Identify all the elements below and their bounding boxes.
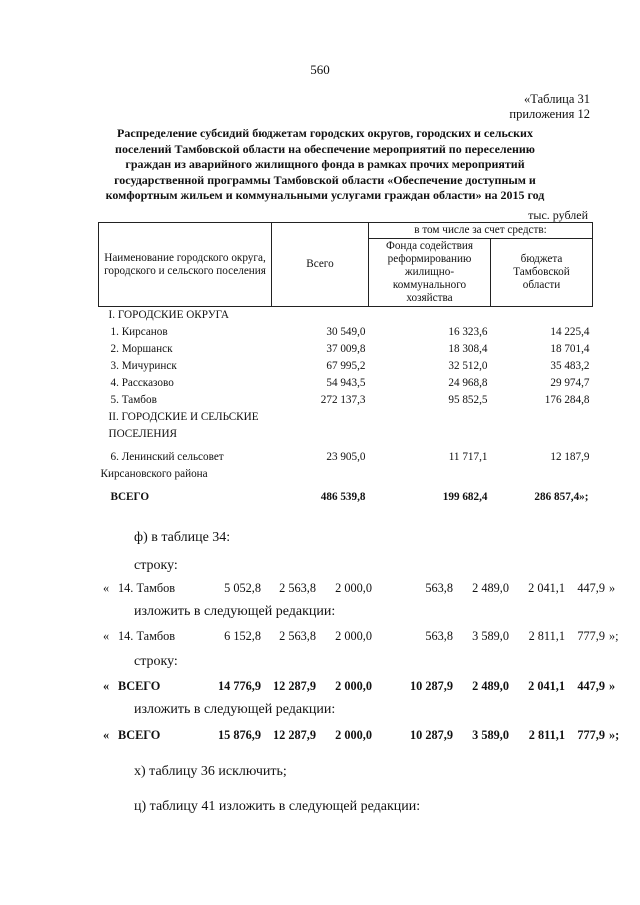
cell-6: 2 811,1 <box>528 728 565 742</box>
table-row <box>99 443 593 483</box>
row-regional: 14 225,4 <box>550 326 590 338</box>
cell-6: 2 811,1 <box>528 629 565 643</box>
row-fund: 24 968,8 <box>448 377 488 389</box>
row-name-line1: 6. Ленинский сельсовет <box>110 451 224 463</box>
open-quote: « <box>103 728 110 742</box>
paragraph-edit1: изложить в следующей редакции: <box>134 604 336 619</box>
section-heading <box>99 307 593 325</box>
cell-1: 5 052,8 <box>224 581 261 595</box>
row-fund: 11 717,1 <box>448 451 488 463</box>
table-reference <box>509 92 590 122</box>
paragraph-row1: строку: <box>134 558 178 573</box>
table-row <box>99 341 593 358</box>
paragraph-edit2: изложить в следующей редакции: <box>134 702 336 717</box>
header-fund: Фонда содействия реформированию жилищно-коммунального хозяйства <box>369 239 491 307</box>
section2-label: II. ГОРОДСКИЕ И СЕЛЬСКИЕ ПОСЕЛЕНИЯ <box>108 411 259 440</box>
cell-2: 12 287,9 <box>272 728 316 742</box>
row-name: 1. Кирсанов <box>110 326 168 338</box>
row-total: 37 009,8 <box>326 343 366 355</box>
close-quote: » <box>609 679 616 693</box>
row-regional: 176 284,8 <box>544 394 590 406</box>
total-label: ВСЕГО <box>110 491 150 503</box>
cell-6: 2 041,1 <box>528 679 565 693</box>
row-fund: 16 323,6 <box>448 326 488 338</box>
row-name: 4. Рассказово <box>110 377 174 389</box>
close-quote: »; <box>609 629 619 643</box>
cell-1: 15 876,9 <box>217 728 261 742</box>
cell-3: 2 000,0 <box>335 581 372 595</box>
cell-4: 10 287,9 <box>409 679 453 693</box>
header-name: Наименование городского округа, городского и сельского поселения <box>99 223 272 307</box>
subsidy-table <box>98 222 593 506</box>
cell-4: 563,8 <box>425 629 453 643</box>
cell-1: 6 152,8 <box>224 629 261 643</box>
t34-row-old-tambov <box>103 581 623 597</box>
cell-5: 3 589,0 <box>472 629 509 643</box>
table-row <box>99 358 593 375</box>
row-name: ВСЕГО <box>118 728 161 742</box>
total-total: 486 539,8 <box>320 491 366 503</box>
cell-5: 2 489,0 <box>472 679 509 693</box>
cell-2: 12 287,9 <box>272 679 316 693</box>
row-name-line2: Кирсановского района <box>100 468 208 480</box>
close-quote: » <box>609 581 616 595</box>
row-total: 54 943,5 <box>326 377 366 389</box>
table-reference-line2: приложения 12 <box>509 107 590 121</box>
cell-6: 2 041,1 <box>528 581 565 595</box>
row-name: 14. Тамбов <box>118 581 176 595</box>
table-row <box>99 324 593 341</box>
row-total: 23 905,0 <box>326 451 366 463</box>
cell-5: 3 589,0 <box>472 728 509 742</box>
section1-label: I. ГОРОДСКИЕ ОКРУГА <box>108 309 229 321</box>
header-regional: бюджета Тамбовской области <box>491 239 593 307</box>
table-title: Распределение субсидий бюджетам городских округов, городских и сельских поселений Тамбовской области на обеспечение мероприятий по переселению граждан из аварийного жилищного фонда в рамках прочих мероприятий государственной программы Тамбовской области «Обеспечение доступным и комфортным жильем и коммунальными услугами граждан области» на 2015 год <box>105 126 545 202</box>
paragraph-x: х) таблицу 36 исключить; <box>134 764 287 779</box>
row-name: 3. Мичуринск <box>110 360 177 372</box>
row-fund: 18 308,4 <box>448 343 488 355</box>
cell-1: 14 776,9 <box>217 679 261 693</box>
close-quote: »; <box>609 728 620 742</box>
row-fund: 32 512,0 <box>448 360 488 372</box>
total-regional: 286 857,4»; <box>534 491 589 503</box>
paragraph-row2: строку: <box>134 654 178 669</box>
cell-2: 2 563,8 <box>279 629 316 643</box>
cell-3: 2 000,0 <box>335 679 372 693</box>
open-quote: « <box>103 679 110 693</box>
table-row <box>99 392 593 409</box>
cell-7: 777,9 <box>577 629 605 643</box>
row-name: 2. Моршанск <box>110 343 173 355</box>
cell-4: 10 287,9 <box>409 728 453 742</box>
units-label: тыс. рублей <box>528 208 588 222</box>
row-regional: 12 187,9 <box>550 451 590 463</box>
total-fund: 199 682,4 <box>442 491 488 503</box>
cell-5: 2 489,0 <box>472 581 509 595</box>
header-including: в том числе за счет средств: <box>369 223 593 239</box>
section-heading <box>99 409 593 443</box>
total-row <box>99 483 593 506</box>
paragraph-f: ф) в таблице 34: <box>134 530 231 545</box>
open-quote: « <box>103 581 110 595</box>
row-fund: 95 852,5 <box>448 394 488 406</box>
cell-7: 447,9 <box>577 679 605 693</box>
open-quote: « <box>103 629 110 643</box>
cell-7: 447,9 <box>577 581 605 595</box>
cell-3: 2 000,0 <box>335 629 372 643</box>
row-regional: 29 974,7 <box>550 377 590 389</box>
row-name: ВСЕГО <box>118 679 161 693</box>
row-total: 30 549,0 <box>326 326 366 338</box>
row-regional: 35 483,2 <box>550 360 590 372</box>
cell-7: 777,9 <box>577 728 605 742</box>
t34-row-new-tambov <box>103 629 623 645</box>
t34-row-new-total <box>103 728 623 744</box>
row-total: 67 995,2 <box>326 360 366 372</box>
row-total: 272 137,3 <box>320 394 366 406</box>
cell-4: 563,8 <box>425 581 453 595</box>
row-regional: 18 701,4 <box>550 343 590 355</box>
paragraph-ts: ц) таблицу 41 изложить в следующей редакции: <box>134 799 421 814</box>
cell-2: 2 563,8 <box>279 581 316 595</box>
row-name: 5. Тамбов <box>110 394 157 406</box>
row-name <box>99 443 272 483</box>
cell-3: 2 000,0 <box>335 728 372 742</box>
header-total: Всего <box>272 223 369 307</box>
t34-row-old-total <box>103 679 623 695</box>
table-reference-line1: «Таблица 31 <box>524 92 590 106</box>
table-row <box>99 375 593 392</box>
row-name: 14. Тамбов <box>118 629 176 643</box>
page-number: 560 <box>310 62 330 77</box>
